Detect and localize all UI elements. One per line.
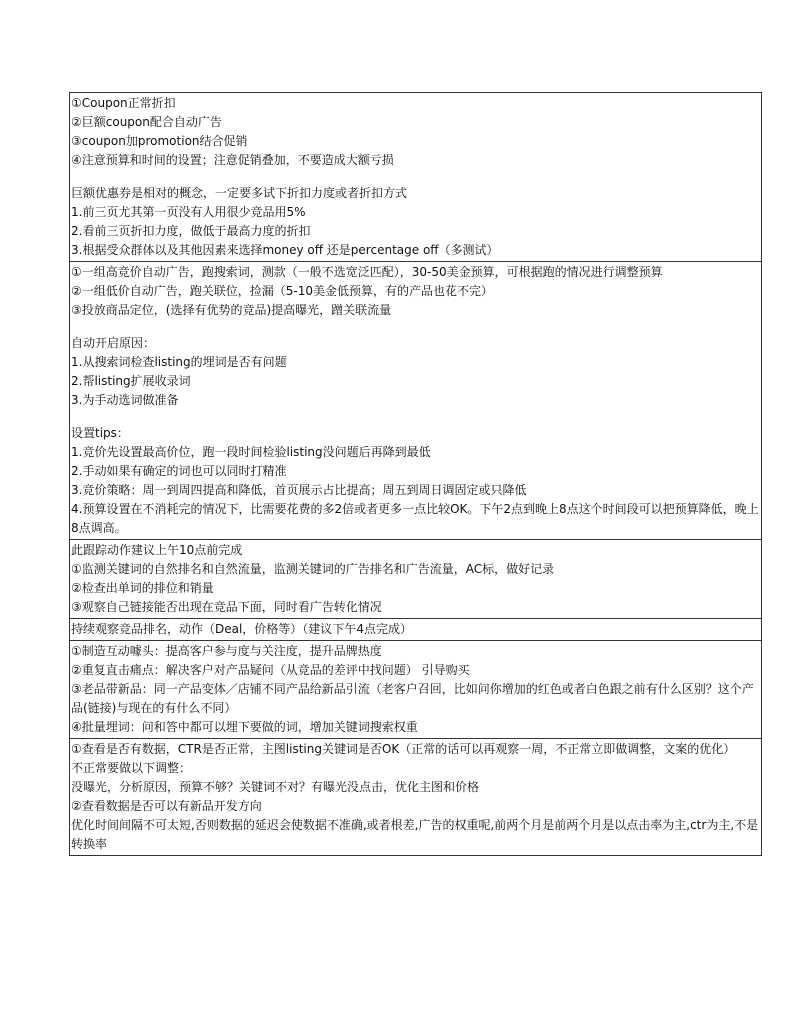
section-cell: [70, 641, 762, 739]
blank-line: [71, 410, 759, 424]
text-line: 1.前三页尤其第一页没有人用很少竞品用5%: [71, 205, 306, 219]
text-line: ②一组低价自动广告，跑关联位，捡漏（5-10美金低预算，有的产品也花不完）: [71, 284, 493, 298]
text-line: 2.看前三页折扣力度，做低于最高力度的折扣: [71, 224, 311, 238]
text-line: 持续观察竞品排名，动作（Deal，价格等）（建议下午4点完成）: [71, 622, 412, 636]
section-row: [70, 93, 762, 262]
text-line: ③coupon加promotion结合促销: [71, 134, 248, 148]
text-line: 3.根据受众群体以及其他因素来选择money off 还是percentage off（多测试）: [71, 243, 499, 257]
section-row: [70, 641, 762, 739]
text-line: ①监测关键词的自然排名和自然流量，监测关键词的广告排名和广告流量，AC标，做好记录: [71, 562, 555, 576]
section-cell: [70, 540, 762, 619]
text-line: 此跟踪动作建议上午10点前完成: [71, 543, 243, 557]
text-line: ④批量埋词：问和答中都可以埋下要做的词，增加关键词搜索权重: [71, 720, 418, 734]
text-line: 3.为手动选词做准备: [71, 393, 179, 407]
text-line: ①Coupon正常折扣: [71, 96, 176, 110]
text-line: ①查看是否有数据，CTR是否正常，主图listing关键词是否OK（正常的话可以再观察一周，不正常立即做调整，文案的优化）: [71, 742, 736, 756]
text-line: ④注意预算和时间的设置；注意促销叠加，不要造成大额亏损: [71, 153, 394, 167]
text-line: 巨额优惠券是相对的概念，一定要多试下折扣力度或者折扣方式: [71, 186, 408, 200]
text-line: 设置tips：: [71, 426, 129, 440]
text-line: ③观察自己链接能否出现在竞品下面，同时看广告转化情况: [71, 600, 382, 614]
text-line: 2.手动如果有确定的词也可以同时打精准: [71, 464, 287, 478]
text-line: 2.帮listing扩展收录词: [71, 374, 191, 388]
section-cell: [70, 93, 762, 262]
section-row: [70, 540, 762, 619]
text-line: ①制造互动噱头：提高客户参与度与关注度，提升品牌热度: [71, 644, 382, 658]
text-line: ②巨额coupon配合自动广告: [71, 115, 222, 129]
blank-line: [71, 320, 759, 334]
section-cell: [70, 739, 762, 856]
text-line: 优化时间间隔不可太短,否则数据的延迟会使数据不准确,或者根差,广告的权重呢,前两个月是前两个月是以点击率为主,ctr为主,不是转换率: [71, 818, 759, 851]
text-line: 4.预算设置在不消耗完的情况下，比需要花费的多2倍或者更多一点比较OK。下午2点到晚上8点这个时间段可以把预算降低，晚上8点调高。: [71, 502, 759, 535]
notes-table: [69, 92, 762, 856]
blank-line: [71, 170, 759, 184]
text-line: 1.从搜索词检查listing的埋词是否有问题: [71, 355, 287, 369]
text-line: 3.竞价策略：周一到周四提高和降低，首页展示占比提高；周五到周日调固定或只降低: [71, 483, 527, 497]
text-line: 自动开启原因：: [71, 336, 156, 350]
section-row: [70, 262, 762, 540]
section-row: [70, 739, 762, 856]
text-line: 1.竞价先设置最高价位，跑一段时间检验listing没问题后再降到最低: [71, 445, 431, 459]
notes-table-body: [70, 93, 762, 856]
section-row: [70, 619, 762, 641]
text-line: ①一组高竞价自动广告，跑搜索词，测款（一般不选宽泛匹配），30-50美金预算，可根据跑的情况进行调整预算: [71, 265, 663, 279]
text-line: ②查看数据是否可以有新品开发方向: [71, 799, 262, 813]
text-line: ③投放商品定位，(选择有优势的竞品)提高曝光，蹭关联流量: [71, 303, 392, 317]
text-line: 没曝光，分析原因，预算不够？关键词不对？有曝光没点击，优化主图和价格: [71, 780, 480, 794]
text-line: ②检查出单词的排位和销量: [71, 581, 214, 595]
text-line: 不正常要做以下调整：: [71, 761, 192, 775]
section-cell: [70, 619, 762, 641]
section-cell: [70, 262, 762, 540]
text-line: ③老品带新品：同一产品变体／店铺不同产品给新品引流（老客户召回，比如问你增加的红色或者白色跟之前有什么区别？这个产品(链接)与现在的有什么不同）: [71, 682, 754, 715]
text-line: ②重复直击痛点：解决客户对产品疑问（从竞品的差评中找问题） 引导购买: [71, 663, 470, 677]
